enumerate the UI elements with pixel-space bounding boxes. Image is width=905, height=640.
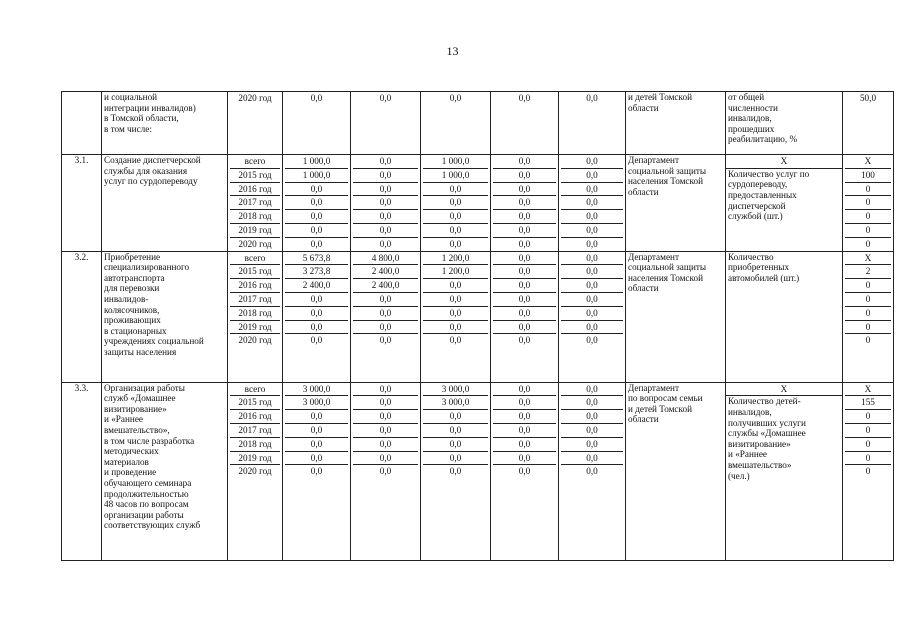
- total-cell: [283, 155, 351, 252]
- other-cell: [559, 92, 626, 155]
- federal-cell-value: 2 400,0: [353, 279, 418, 293]
- local-cell-value: 0,0: [493, 410, 556, 424]
- target-cell-value: 0: [845, 183, 891, 197]
- regional-cell-value: 0,0: [423, 321, 488, 335]
- other-cell-value: 0,0: [561, 410, 623, 424]
- target-cell-value: 0: [865, 335, 871, 346]
- other-cell: [559, 251, 626, 382]
- local-cell-value: 0,0: [493, 452, 556, 466]
- local-cell-value: 0,0: [493, 196, 556, 210]
- other-cell-value: 0,0: [561, 279, 623, 293]
- year-cell-value: 2015 год: [230, 265, 280, 279]
- total-cell-value: 0,0: [285, 293, 348, 307]
- year-cell-value: 2018 год: [230, 438, 280, 452]
- target-cell-value: 2: [845, 265, 891, 279]
- indicator-cell: [726, 155, 843, 252]
- indicator-cell: [726, 382, 843, 560]
- local-cell-value: 0,0: [493, 307, 556, 321]
- year-cell-value: всего: [230, 383, 280, 397]
- year-cell-value: 2017 год: [230, 424, 280, 438]
- federal-cell: [351, 251, 421, 382]
- regional-cell-value: 0,0: [423, 307, 488, 321]
- local-cell-value: 0,0: [493, 293, 556, 307]
- year-cell-value: 2017 год: [230, 196, 280, 210]
- federal-cell-value: 0,0: [353, 224, 418, 238]
- local-cell-value: 0,0: [493, 383, 556, 397]
- item-title: Приобретение специализированного автотранспорта для перевозки инвалидов- колясочников, проживающих в стационарных учреждениях социальной защиты населения: [102, 251, 228, 382]
- regional-cell-value: 0,0: [449, 335, 462, 346]
- federal-cell-value: 0,0: [353, 155, 418, 169]
- other-cell-value: 0,0: [561, 155, 623, 169]
- federal-cell-value: 2 400,0: [353, 265, 418, 279]
- total-cell-value: 0,0: [285, 438, 348, 452]
- other-cell-value: 0,0: [561, 438, 623, 452]
- target-cell-value: 100: [845, 169, 891, 183]
- other-cell-value: 0,0: [561, 307, 623, 321]
- other-cell-value: 0,0: [561, 224, 623, 238]
- total-cell-value: 0,0: [310, 93, 323, 103]
- other-cell-value: 0,0: [561, 293, 623, 307]
- target-cell-value: 0: [845, 279, 891, 293]
- other-cell-value: 0,0: [561, 196, 623, 210]
- regional-cell-value: 0,0: [449, 93, 462, 103]
- local-cell-value: 0,0: [493, 183, 556, 197]
- local-cell: [491, 251, 559, 382]
- total-cell-value: 0,0: [310, 466, 323, 477]
- other-cell-value: 0,0: [561, 183, 623, 197]
- other-cell-value: 0,0: [561, 424, 623, 438]
- indicator-text: Количество приобретенных автомобилей (шт.): [728, 251, 800, 283]
- indicator-x: Х: [726, 155, 842, 169]
- target-cell-value: 0: [845, 307, 891, 321]
- regional-cell: [421, 92, 491, 155]
- year-cell-value: 2016 год: [230, 279, 280, 293]
- target-cell-value: Х: [845, 252, 891, 266]
- federal-cell-value: 0,0: [379, 93, 392, 103]
- other-cell-value: 0,0: [561, 321, 623, 335]
- federal-cell-value: 4 800,0: [353, 252, 418, 266]
- total-cell-value: 2 400,0: [285, 279, 348, 293]
- total-cell-value: 0,0: [310, 238, 323, 249]
- target-cell-value: 0: [845, 424, 891, 438]
- other-cell-value: 0,0: [586, 93, 598, 103]
- year-cell-value: 2017 год: [230, 293, 280, 307]
- target-cell-value: Х: [845, 383, 891, 397]
- regional-cell-value: 0,0: [449, 466, 462, 477]
- indicator-text: Количество услуг по сурдопереводу, предоставленных диспетчерской службой (шт.): [728, 168, 810, 222]
- regional-cell-value: 0,0: [449, 238, 462, 249]
- year-cell: [228, 251, 283, 382]
- year-cell: [228, 155, 283, 252]
- local-cell-value: 0,0: [493, 155, 556, 169]
- federal-cell-value: 0,0: [379, 466, 392, 477]
- target-cell-value: 0: [845, 210, 891, 224]
- regional-cell-value: 1 000,0: [423, 169, 488, 183]
- year-cell-value: 2020 год: [238, 93, 272, 103]
- federal-cell-value: 0,0: [353, 210, 418, 224]
- total-cell-value: 3 000,0: [285, 383, 348, 397]
- total-cell-value: 0,0: [285, 224, 348, 238]
- local-cell-value: 0,0: [518, 335, 531, 346]
- local-cell-value: 0,0: [493, 210, 556, 224]
- total-cell-value: 0,0: [285, 410, 348, 424]
- target-cell-value: 50,0: [859, 93, 877, 103]
- local-cell: [491, 382, 559, 560]
- other-cell-value: 0,0: [561, 210, 623, 224]
- other-cell-value: 0,0: [561, 169, 623, 183]
- total-cell-value: 1 000,0: [285, 169, 348, 183]
- year-cell-value: 2019 год: [230, 321, 280, 335]
- item-title: Создание диспетчерской службы для оказания услуг по сурдопереводу: [102, 155, 228, 252]
- regional-cell-value: 0,0: [423, 279, 488, 293]
- local-cell-value: 0,0: [493, 424, 556, 438]
- regional-cell-value: 3 000,0: [423, 383, 488, 397]
- year-cell-value: 2020 год: [238, 466, 272, 477]
- target-cell-value: 0: [845, 438, 891, 452]
- total-cell: [283, 251, 351, 382]
- federal-cell-value: 0,0: [353, 307, 418, 321]
- executor-cell: Департамент социальной защиты населения Томской области: [626, 155, 726, 252]
- total-cell-value: 5 673,8: [285, 252, 348, 266]
- federal-cell-value: 0,0: [353, 321, 418, 335]
- year-cell-value: всего: [230, 155, 280, 169]
- total-cell-value: 0,0: [285, 183, 348, 197]
- total-cell-value: 0,0: [285, 321, 348, 335]
- budget-table: [61, 91, 894, 561]
- regional-cell-value: 1 000,0: [423, 155, 488, 169]
- regional-cell-value: 0,0: [423, 438, 488, 452]
- federal-cell: [351, 92, 421, 155]
- total-cell: [283, 92, 351, 155]
- executor-cell: Департамент по вопросам семьи и детей Томской области: [626, 382, 726, 560]
- target-cell-value: 0: [845, 452, 891, 466]
- local-cell: [491, 155, 559, 252]
- total-cell-value: 3 000,0: [285, 396, 348, 410]
- executor-cell: и детей Томской области: [626, 92, 726, 155]
- year-cell-value: всего: [230, 252, 280, 266]
- federal-cell-value: 0,0: [353, 396, 418, 410]
- target-cell: [843, 382, 894, 560]
- year-cell: [228, 382, 283, 560]
- total-cell-value: 0,0: [285, 196, 348, 210]
- target-cell-value: 0: [845, 293, 891, 307]
- item-number: 3.2.: [62, 251, 102, 382]
- local-cell-value: 0,0: [493, 252, 556, 266]
- regional-cell-value: 0,0: [423, 410, 488, 424]
- indicator-cell: [726, 92, 843, 155]
- year-cell-value: 2018 год: [230, 307, 280, 321]
- other-cell-value: 0,0: [586, 238, 598, 249]
- federal-cell-value: 0,0: [353, 410, 418, 424]
- regional-cell-value: 0,0: [423, 293, 488, 307]
- indicator-cell: [726, 251, 843, 382]
- regional-cell: [421, 251, 491, 382]
- table-body: [62, 92, 894, 561]
- table-row: [62, 155, 894, 252]
- item-number: [62, 92, 102, 155]
- target-cell-value: 155: [845, 396, 891, 410]
- local-cell-value: 0,0: [493, 396, 556, 410]
- other-cell-value: 0,0: [586, 466, 598, 477]
- year-cell-value: 2018 год: [230, 210, 280, 224]
- table-row: [62, 251, 894, 382]
- target-cell: [843, 251, 894, 382]
- total-cell-value: 0,0: [310, 335, 323, 346]
- target-cell-value: 0: [845, 321, 891, 335]
- indicator-text: от общей численности инвалидов, прошедших реабилитацию, %: [728, 92, 798, 145]
- total-cell: [283, 382, 351, 560]
- year-cell-value: 2016 год: [230, 410, 280, 424]
- local-cell-value: 0,0: [493, 224, 556, 238]
- target-cell-value: 0: [845, 196, 891, 210]
- year-cell-value: 2019 год: [230, 452, 280, 466]
- regional-cell-value: 3 000,0: [423, 396, 488, 410]
- total-cell-value: 0,0: [285, 307, 348, 321]
- table-row: [62, 92, 894, 155]
- executor-cell: Департамент социальной защиты населения Томской области: [626, 251, 726, 382]
- table-row: [62, 382, 894, 560]
- regional-cell-value: 0,0: [423, 210, 488, 224]
- federal-cell-value: 0,0: [353, 438, 418, 452]
- local-cell-value: 0,0: [518, 238, 531, 249]
- federal-cell-value: 0,0: [353, 183, 418, 197]
- item-title: Организация работы служб «Домашнее визитирование» и «Раннее вмешательство», в том числе разработка методических материалов и проведение обучающего семинара продолжительностью 48 часов по вопросам организации работы соответствующих служб: [102, 382, 228, 560]
- local-cell-value: 0,0: [493, 279, 556, 293]
- other-cell: [559, 382, 626, 560]
- target-cell-value: 0: [845, 410, 891, 424]
- other-cell-value: 0,0: [586, 335, 598, 346]
- regional-cell-value: 1 200,0: [423, 265, 488, 279]
- local-cell-value: 0,0: [518, 93, 531, 103]
- indicator-text: Количество детей- инвалидов, получивших услуги службы «Домашнее визитирование» и «Раннее вмешательство» (чел.): [728, 396, 806, 481]
- other-cell-value: 0,0: [561, 396, 623, 410]
- federal-cell-value: 0,0: [353, 383, 418, 397]
- local-cell-value: 0,0: [493, 321, 556, 335]
- total-cell-value: 0,0: [285, 424, 348, 438]
- federal-cell: [351, 382, 421, 560]
- other-cell-value: 0,0: [561, 383, 623, 397]
- federal-cell-value: 0,0: [353, 196, 418, 210]
- regional-cell-value: 0,0: [423, 452, 488, 466]
- target-cell-value: 0: [865, 238, 871, 249]
- year-cell-value: 2015 год: [230, 169, 280, 183]
- local-cell-value: 0,0: [493, 169, 556, 183]
- local-cell-value: 0,0: [518, 466, 531, 477]
- item-title: и социальной интеграции инвалидов) в Томской области, в том числе:: [102, 92, 228, 155]
- federal-cell-value: 0,0: [353, 169, 418, 183]
- target-cell-value: Х: [845, 155, 891, 169]
- year-cell-value: 2016 год: [230, 183, 280, 197]
- target-cell: [843, 92, 894, 155]
- regional-cell-value: 0,0: [423, 224, 488, 238]
- total-cell-value: 0,0: [285, 452, 348, 466]
- year-cell: [228, 92, 283, 155]
- item-number: 3.1.: [62, 155, 102, 252]
- federal-cell-value: 0,0: [353, 424, 418, 438]
- regional-cell-value: 1 200,0: [423, 252, 488, 266]
- year-cell-value: 2020 год: [238, 238, 272, 249]
- regional-cell: [421, 382, 491, 560]
- item-number: 3.3.: [62, 382, 102, 560]
- federal-cell-value: 0,0: [379, 335, 392, 346]
- other-cell-value: 0,0: [561, 265, 623, 279]
- regional-cell-value: 0,0: [423, 424, 488, 438]
- other-cell-value: 0,0: [561, 452, 623, 466]
- local-cell-value: 0,0: [493, 438, 556, 452]
- year-cell-value: 2019 год: [230, 224, 280, 238]
- total-cell-value: 1 000,0: [285, 155, 348, 169]
- local-cell: [491, 92, 559, 155]
- target-cell-value: 0: [865, 466, 871, 477]
- year-cell-value: 2015 год: [230, 396, 280, 410]
- target-cell-value: 0: [845, 224, 891, 238]
- year-cell-value: 2020 год: [238, 335, 272, 346]
- regional-cell-value: 0,0: [423, 183, 488, 197]
- federal-cell-value: 0,0: [353, 452, 418, 466]
- other-cell-value: 0,0: [561, 252, 623, 266]
- target-cell: [843, 155, 894, 252]
- page-number: 13: [446, 44, 459, 58]
- federal-cell: [351, 155, 421, 252]
- local-cell-value: 0,0: [493, 265, 556, 279]
- total-cell-value: 3 273,8: [285, 265, 348, 279]
- federal-cell-value: 0,0: [353, 293, 418, 307]
- regional-cell-value: 0,0: [423, 196, 488, 210]
- federal-cell-value: 0,0: [379, 238, 392, 249]
- regional-cell: [421, 155, 491, 252]
- indicator-x: Х: [726, 383, 842, 397]
- other-cell: [559, 155, 626, 252]
- total-cell-value: 0,0: [285, 210, 348, 224]
